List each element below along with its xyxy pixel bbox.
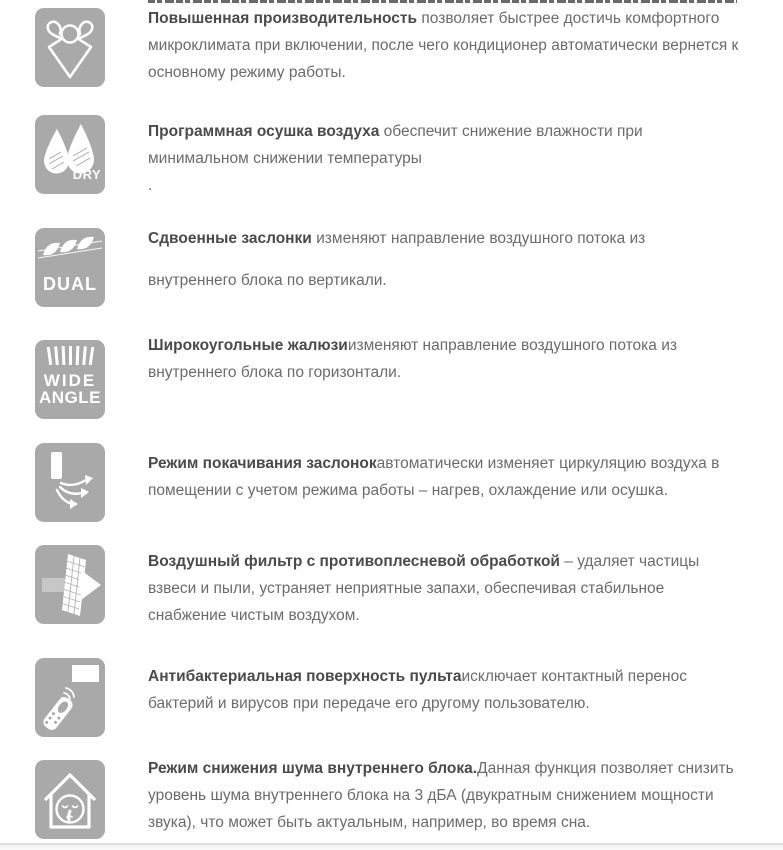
bottom-page-edge xyxy=(0,845,783,850)
clipped-previous-text-remnant xyxy=(148,0,737,3)
feature-body: Данная функция позволяет снизить уровень шума внутреннего блока на 3 дБА (двукратным снижением мощности звука), что может быть актуальным, например, во время сна. xyxy=(148,760,734,831)
feature-text xyxy=(148,118,740,199)
feature-title: Широкоугольные жалюзи xyxy=(148,337,348,354)
feature-title: Воздушный фильтр с противоплесневой обработкой xyxy=(148,553,560,570)
air-filter-icon xyxy=(35,545,105,624)
dry-droplets-icon xyxy=(35,115,105,194)
feature-title: Режим покачивания заслонок xyxy=(148,455,377,472)
feature-body: – удаляет частицы взвеси и пыли, устраняет неприятные запахи, обеспечивая стабильное снабжение чистым воздухом. xyxy=(148,553,700,624)
feature-title: Сдвоенные заслонки xyxy=(148,230,312,247)
feature-text xyxy=(148,225,740,294)
feature-body: автоматически изменяет циркуляцию воздуха в помещении с учетом режима работы – нагрев, охлаждение или осушка. xyxy=(148,455,720,499)
feature-title: Антибактериальная поверхность пульта xyxy=(148,668,462,685)
feature-row-wide-angle xyxy=(35,337,740,419)
feature-body-2: внутреннего блока по вертикали. xyxy=(148,272,387,289)
feature-row-swing xyxy=(35,443,740,522)
angle-label: ANGLE xyxy=(39,388,101,407)
dual-flaps-icon xyxy=(35,228,105,307)
feature-row-quiet xyxy=(35,760,740,839)
feature-title: Режим снижения шума внутреннего блока. xyxy=(148,760,478,777)
feature-text xyxy=(148,548,740,629)
wide-label: WIDE xyxy=(43,371,97,390)
feature-body: обеспечит снижение влажности при минимальном снижении температуры xyxy=(148,123,643,167)
wide-angle-louvers-icon xyxy=(35,340,105,419)
dual-label: DUAL xyxy=(43,274,97,294)
feature-text xyxy=(148,663,740,717)
feature-body-2: . xyxy=(148,177,153,194)
feature-body: исключает контактный перенос бактерий и вирусов при передаче его другому пользователю. xyxy=(148,668,687,712)
feature-row-dry xyxy=(35,115,740,199)
feature-row-filter xyxy=(35,545,740,629)
feature-row-dual xyxy=(35,228,740,307)
feature-text xyxy=(148,450,740,504)
feature-body: изменяют направление воздушного потока из внутреннего блока по горизонтали. xyxy=(148,337,677,381)
feature-title: Программная осушка воздуха xyxy=(148,123,380,140)
feature-row-performance xyxy=(35,8,740,87)
feature-text xyxy=(148,332,740,386)
dry-label: DRY xyxy=(72,167,102,182)
feature-row-remote xyxy=(35,658,740,737)
feature-body: изменяют направление воздушного потока из xyxy=(311,230,646,247)
feature-text xyxy=(148,755,740,836)
quiet-home-icon xyxy=(35,760,105,839)
muscle-performance-icon xyxy=(35,8,105,87)
feature-title: Повышенная производительность xyxy=(148,10,418,27)
antibacterial-remote-icon xyxy=(35,658,105,737)
feature-body: позволяет быстрее достичь комфортного микроклимата при включении, после чего кондиционер автоматически вернется к основному режиму работы. xyxy=(148,10,739,81)
swing-flap-icon xyxy=(35,443,105,522)
feature-text xyxy=(148,5,740,86)
